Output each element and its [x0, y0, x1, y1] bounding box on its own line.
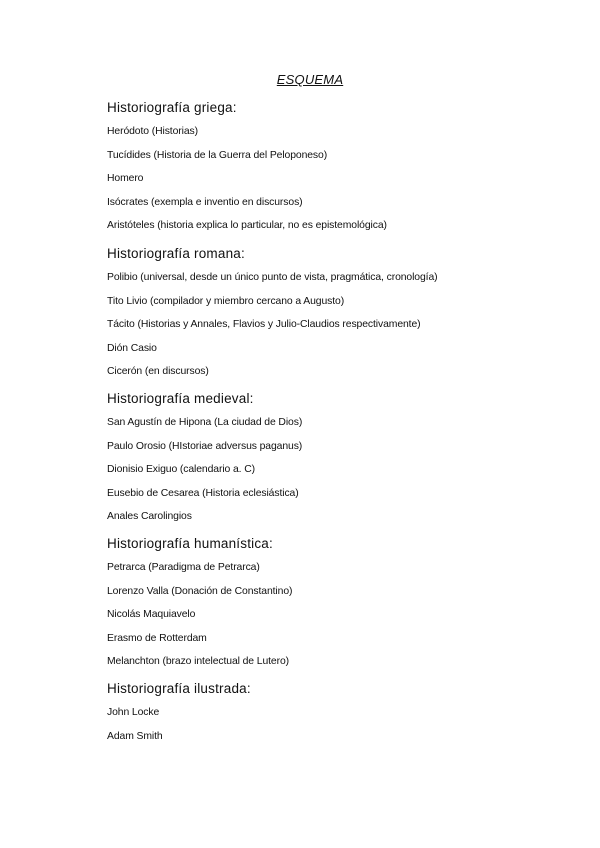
list-item: Tucídides (Historia de la Guerra del Peloponeso) [107, 149, 328, 161]
list-item: Melanchton (brazo intelectual de Lutero) [107, 656, 289, 667]
section-heading: Historiografía ilustrada: [107, 681, 251, 696]
list-item: Adam Smith [107, 730, 163, 742]
list-item: Homero [107, 173, 144, 184]
list-item: Cicerón (en discursos) [107, 366, 209, 377]
list-item: Anales Carolingios [107, 511, 192, 522]
list-item: Dión Casio [107, 342, 157, 354]
list-item: Petrarca (Paradigma de Petrarca) [107, 562, 260, 573]
section-historiografia-griega [107, 96, 387, 238]
list-item: Tácito (Historias y Annales, Flavios y Julio-Claudios respectivamente) [107, 319, 421, 330]
list-item: Isócrates (exempla e inventio en discursos) [107, 196, 303, 208]
section-historiografia-medieval [107, 387, 302, 529]
section-heading: Historiografía humanística: [107, 536, 273, 551]
list-item: John Locke [107, 707, 160, 718]
section-historiografia-humanistica [107, 532, 292, 674]
list-item: Dionisio Exiguo (calendario a. C) [107, 464, 256, 475]
list-item: Nicolás Maquiavelo [107, 609, 196, 620]
section-heading: Historiografía romana: [107, 246, 245, 261]
list-item: Erasmo de Rotterdam [107, 632, 207, 644]
list-item: Heródoto (Historias) [107, 126, 198, 137]
list-item: Paulo Orosio (HIstoriae adversus paganus) [107, 440, 303, 452]
list-item: Polibio (universal, desde un único punto de vista, pragmática, cronología) [107, 272, 438, 283]
section-heading: Historiografía medieval: [107, 391, 254, 406]
section-historiografia-romana [107, 242, 438, 384]
list-item: Tito Livio (compilador y miembro cercano a Augusto) [107, 295, 345, 307]
list-item: San Agustín de Hipona (La ciudad de Dios) [107, 417, 303, 428]
document-title: ESQUEMA [276, 72, 344, 87]
list-item: Aristóteles (historia explica lo particular, no es epistemológica) [107, 220, 387, 231]
section-historiografia-ilustrada [107, 677, 251, 748]
list-item: Lorenzo Valla (Donación de Constantino) [107, 585, 293, 597]
section-heading: Historiografía griega: [107, 100, 237, 115]
list-item: Eusebio de Cesarea (Historia eclesiástica) [107, 487, 299, 499]
